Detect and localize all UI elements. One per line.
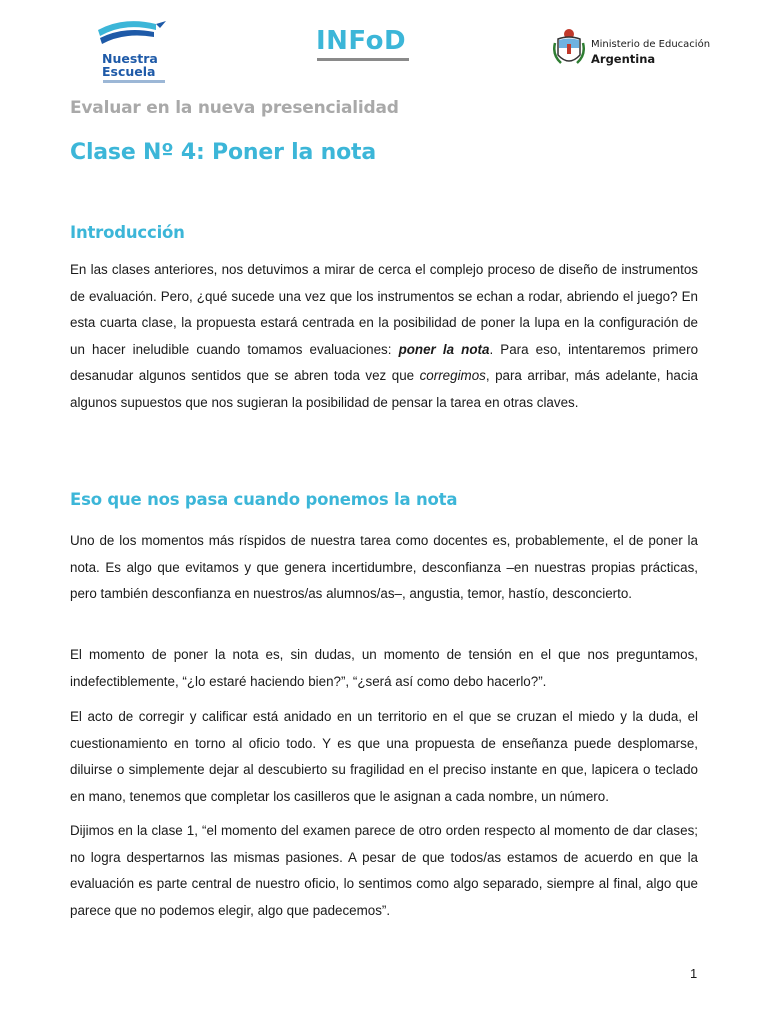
- ministerio-logo: [553, 27, 711, 71]
- course-subtitle: Evaluar en la nueva presencialidad: [70, 98, 399, 118]
- class-title: Clase Nº 4: Poner la nota: [70, 140, 376, 165]
- body-paragraph: El acto de corregir y calificar está anidado en un territorio en el que se cruzan el miedo y la duda, el cuestionamiento en torno al oficio todo. Y es que una propuesta de enseñanza puede desplomarse, diluirse o simplemente dejar al descubierto su fragilidad en el preciso instante en que, lapicera o teclado en mano, tenemos que completar los casilleros que le asignan a cada nombre, un número.: [70, 709, 698, 804]
- infod-wordmark: INFoD: [316, 26, 407, 56]
- nuestra-escuela-line2: Escuela: [102, 64, 156, 79]
- ministerio-line1: Ministerio de Educación: [591, 39, 711, 50]
- section-heading-eso-que-nos-pasa: Eso que nos pasa cuando ponemos la nota: [70, 490, 458, 509]
- body-paragraph: El momento de poner la nota es, sin dudas, un momento de tensión en el que nos preguntamos, indefectiblemente, “¿lo estaré haciendo bien?”, “¿será así como debo hacerlo?”.: [70, 647, 698, 689]
- nuestra-escuela-line1: Nuestra: [102, 51, 158, 66]
- body-paragraph: Dijimos en la clase 1, “el momento del examen parece de otro orden respecto al momento de dar clases; no logra despertarnos las mismas pasiones. A pesar de que todos/as estamos de acuerdo en que la evaluación es parte central de nuestro oficio, lo sentimos como algo separado, siempre al final, algo que parece que no podemos elegir, algo que padecemos”.: [70, 823, 698, 918]
- section-heading-introduccion: Introducción: [70, 223, 185, 242]
- infod-logo: [316, 26, 416, 70]
- ministerio-line2: Argentina: [591, 52, 656, 66]
- emphasis-corregimos: corregimos: [419, 368, 486, 384]
- nuestra-escuela-tagline-bar: [103, 80, 165, 83]
- national-coat-of-arms-icon: [553, 27, 585, 71]
- emphasis-poner-la-nota: poner la nota: [398, 341, 490, 357]
- page-number: 1: [690, 966, 698, 981]
- intro-paragraph: En las clases anteriores, nos detuvimos a mirar de cerca el complejo proceso de diseño de instrumentos de evaluación. Pero, ¿qué sucede una vez que los instrumentos se echan a rodar, abriendo el juego? En esta cuarta clase, la propuesta estará centrada en la posibilidad de poner la lupa en la configuración de un hacer ineludible cuando tomamos evaluaciones: poner la nota. Para eso, intentaremos primero desanudar algunos sentidos que se abren toda vez que corregimos, para arribar, más adelante, hacia algunos supuestos que nos sugieran la posibilidad de pensar la tarea en otras claves.: [70, 262, 699, 410]
- infod-tagline-bar: [317, 58, 409, 61]
- nuestra-escuela-logo: [94, 16, 174, 86]
- body-paragraph: Uno de los momentos más ríspidos de nuestra tarea como docentes es, probablemente, el de poner la nota. Es algo que evitamos y que genera incertidumbre, desconfianza –en nuestras propias prácticas, pero también desconfianza en nuestros/as alumnos/as–, angustia, temor, hastío, desconcierto.: [70, 533, 698, 602]
- nuestra-escuela-emblem-icon: [94, 16, 174, 56]
